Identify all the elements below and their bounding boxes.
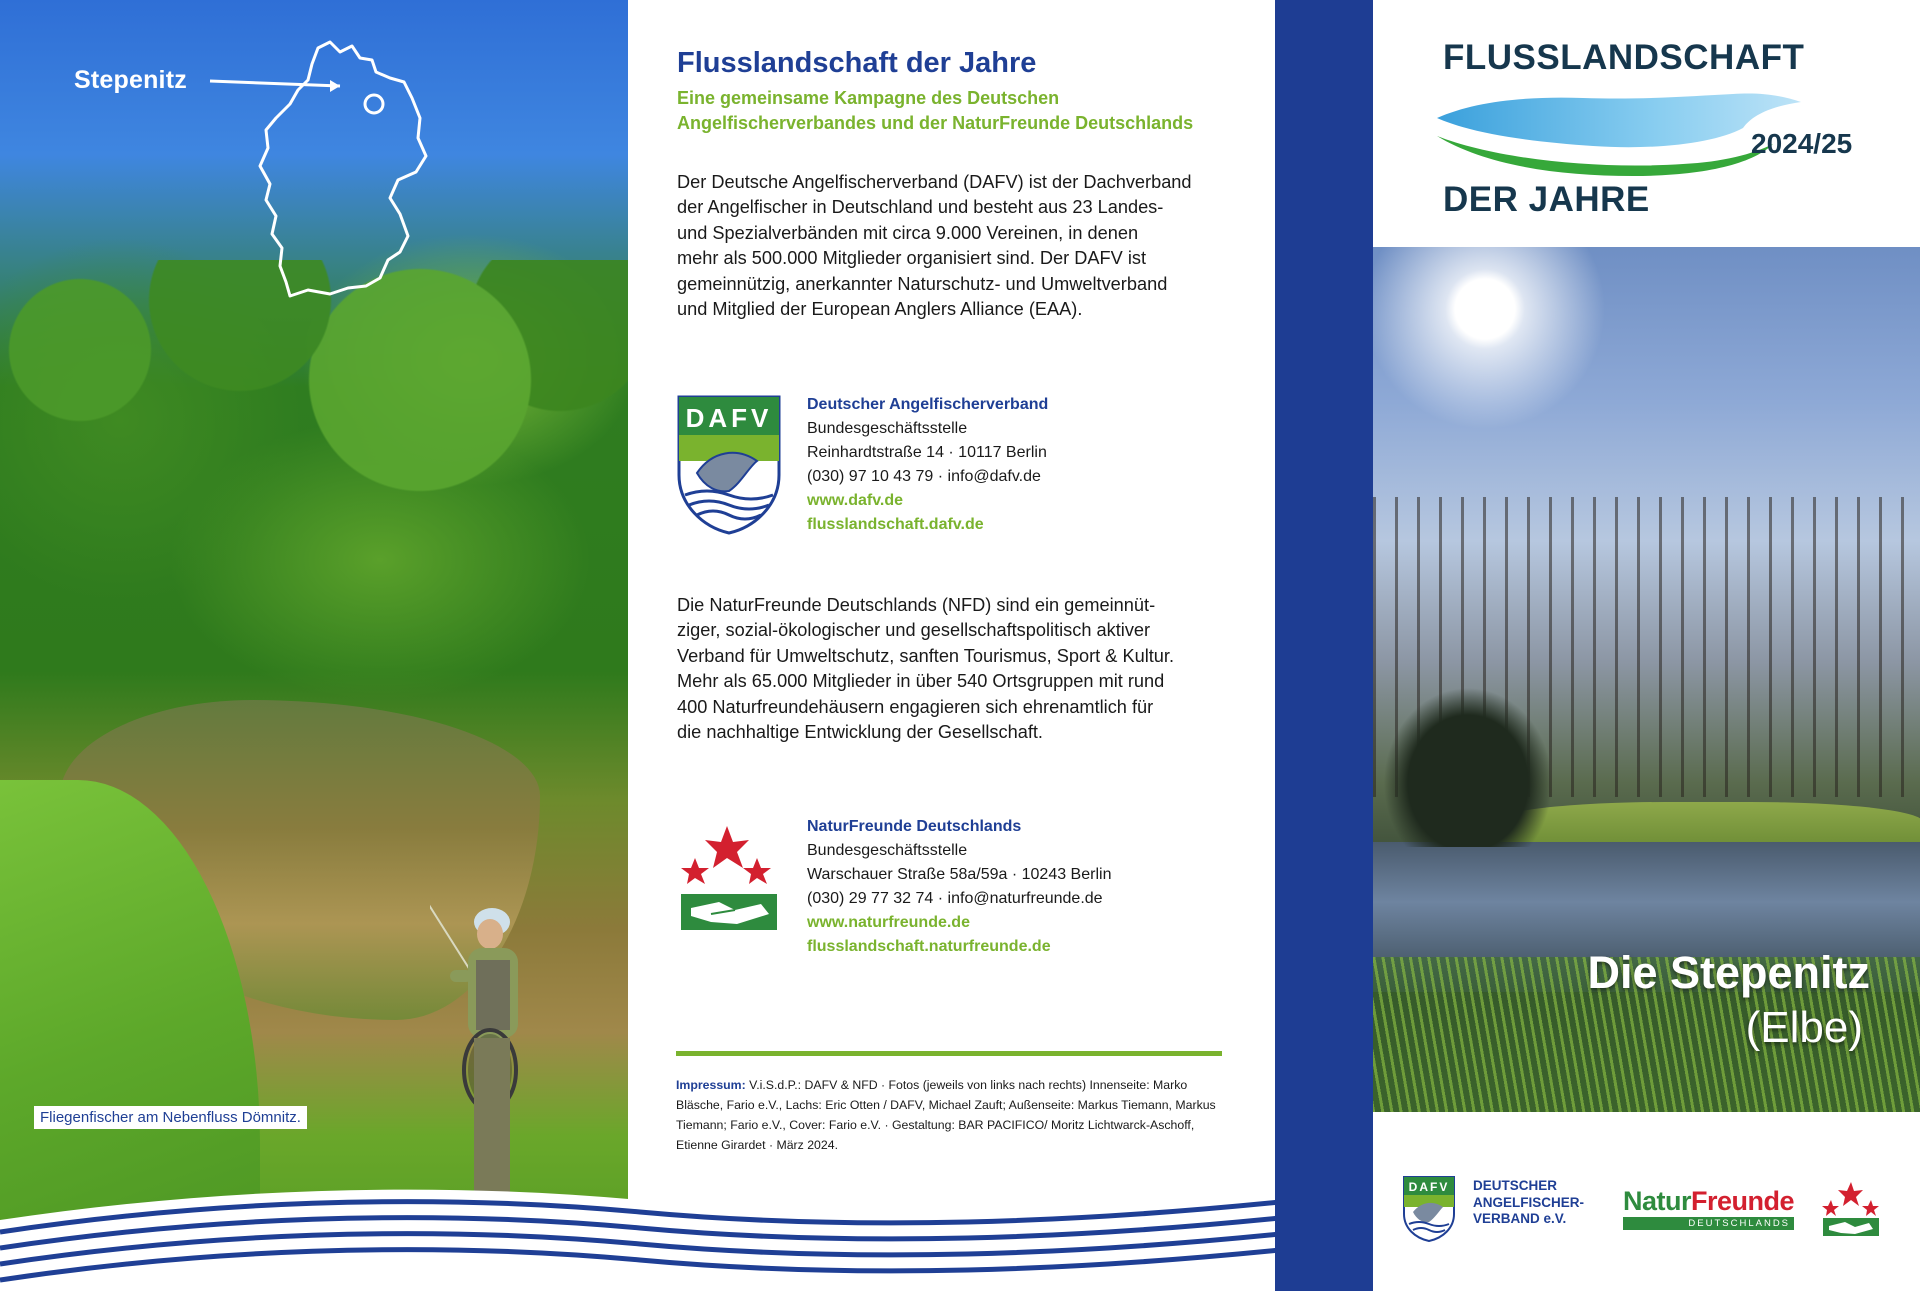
- address: Reinhardtstraße 14 · 10117 Berlin: [807, 444, 1047, 461]
- address: Warschauer Straße 58a/59a · 10243 Berlin: [807, 866, 1112, 883]
- nfd-description: [677, 593, 1237, 745]
- cover-panel: [1373, 0, 1920, 1291]
- campaign-subtitle: [677, 86, 1193, 136]
- naturfreunde-wordmark: [1623, 1186, 1794, 1230]
- dafv-logo-text: DAFV: [685, 403, 773, 433]
- phone-email: (030) 29 77 32 74 · info@naturfreunde.de: [807, 890, 1103, 907]
- campaign-link[interactable]: flusslandschaft.naturfreunde.de: [807, 938, 1051, 955]
- dafv-logo: [677, 395, 781, 535]
- dafv-wordmark: [1473, 1178, 1584, 1228]
- cover-title-bottom: DER JAHRE: [1443, 180, 1650, 219]
- paragraph-line: die nachhaltige Entwicklung der Gesellschaft.: [677, 722, 1043, 743]
- cover-photo: [1373, 247, 1920, 1112]
- naturfreunde-logo: [677, 818, 781, 938]
- dafv-logo-text: DAFV: [1408, 1180, 1450, 1194]
- paragraph-line: gemeinnützig, anerkannter Naturschutz- und Umweltverband: [677, 273, 1168, 294]
- paragraph-line: und Mitglied der European Anglers Alliance (EAA).: [677, 299, 1083, 320]
- paragraph-line: Mehr als 65.000 Mitglieder in über 540 Ortsgruppen mit rund: [677, 671, 1165, 692]
- phone-email: (030) 97 10 43 79 · info@dafv.de: [807, 468, 1041, 485]
- tree-root: [1383, 687, 1553, 847]
- wordmark-line: DEUTSCHER: [1473, 1178, 1558, 1193]
- nfd-contact: [807, 815, 1111, 959]
- river-label: Stepenitz: [74, 66, 187, 94]
- website-link[interactable]: www.dafv.de: [807, 492, 904, 509]
- photo-caption: Fliegenfischer am Nebenfluss Dömnitz.: [34, 1106, 307, 1129]
- info-panel: [628, 0, 1275, 1291]
- org-name: NaturFreunde Deutschlands: [807, 818, 1022, 835]
- wordmark-country: DEUTSCHLANDS: [1623, 1217, 1794, 1230]
- campaign-years: 2024/25: [1751, 128, 1853, 159]
- cover-title-top: FLUSSLANDSCHAFT: [1443, 38, 1805, 77]
- blue-spine: [1275, 0, 1373, 1291]
- imprint-text: V.i.S.d.P.: DAFV & NFD · Fotos (jeweils von links nach rechts) Innenseite: Marko Bläsche, Fario e.V., Lachs: Eric Otten / DAFV, Michael Zauft; Außenseite: Markus Tiemann, Markus Tiemann; Fario e.V., Cover: Fario e.V. · Gestaltung: BAR PACIFICO/ Moritz Lichtwarck-Aschoff, Etienne Girardet · März 2024.: [676, 1078, 1216, 1152]
- wordmark-line: ANGELFISCHER-: [1473, 1194, 1584, 1210]
- paragraph-line: ziger, sozial-ökologischer und gesellschaftspolitisch aktiver: [677, 620, 1151, 641]
- dafv-description: [677, 170, 1237, 322]
- paragraph-line: Der Deutsche Angelfischerverband (DAFV) ist der Dachverband: [677, 172, 1192, 192]
- left-photo-panel: [0, 0, 628, 1291]
- office-name: Bundesgeschäftsstelle: [807, 842, 968, 859]
- germany-map-outline: [190, 38, 510, 308]
- wordmark-text: [1623, 1186, 1794, 1217]
- river-subtitle: (Elbe): [1745, 1003, 1863, 1052]
- campaign-link[interactable]: flusslandschaft.dafv.de: [807, 516, 984, 533]
- divider: [676, 1051, 1222, 1056]
- subtitle-line: Eine gemeinsame Kampagne des Deutschen: [677, 88, 1060, 108]
- paragraph-line: Die NaturFreunde Deutschlands (NFD) sind ein gemeinnüt-: [677, 595, 1156, 615]
- paragraph-line: der Angelfischer in Deutschland und besteht aus 23 Landes-: [677, 197, 1164, 218]
- naturfreunde-logo-small: [1821, 1180, 1881, 1238]
- dafv-logo-small: [1403, 1176, 1455, 1242]
- river-title: Die Stepenitz: [1587, 947, 1870, 998]
- imprint: [676, 1075, 1222, 1155]
- paragraph-line: Verband für Umweltschutz, sanften Tourismus, Sport & Kultur.: [677, 645, 1175, 666]
- website-link[interactable]: www.naturfreunde.de: [807, 914, 970, 931]
- subtitle-line: Angelfischerverbandes und der NaturFreunde Deutschlands: [677, 113, 1194, 133]
- org-name: Deutscher Angelfischerverband: [807, 396, 1049, 413]
- wordmark-natur: Natur: [1623, 1186, 1692, 1216]
- imprint-label: Impressum:: [676, 1078, 746, 1092]
- dafv-contact: [807, 393, 1048, 537]
- wordmark-line: VERBAND e.V.: [1473, 1211, 1567, 1226]
- paragraph-line: 400 Naturfreundehäusern engagieren sich ehrenamtlich für: [677, 696, 1154, 717]
- fly-fisher-figure: [430, 900, 550, 1220]
- wordmark-freunde: Freunde: [1691, 1186, 1795, 1216]
- paragraph-line: mehr als 500.000 Mitglieder organisiert sind. Der DAFV ist: [677, 248, 1147, 269]
- campaign-title: Flusslandschaft der Jahre: [677, 47, 1037, 79]
- paragraph-line: und Spezialverbänden mit circa 9.000 Vereinen, in denen: [677, 222, 1139, 243]
- office-name: Bundesgeschäftsstelle: [807, 420, 968, 437]
- tree-canopy: [0, 260, 628, 680]
